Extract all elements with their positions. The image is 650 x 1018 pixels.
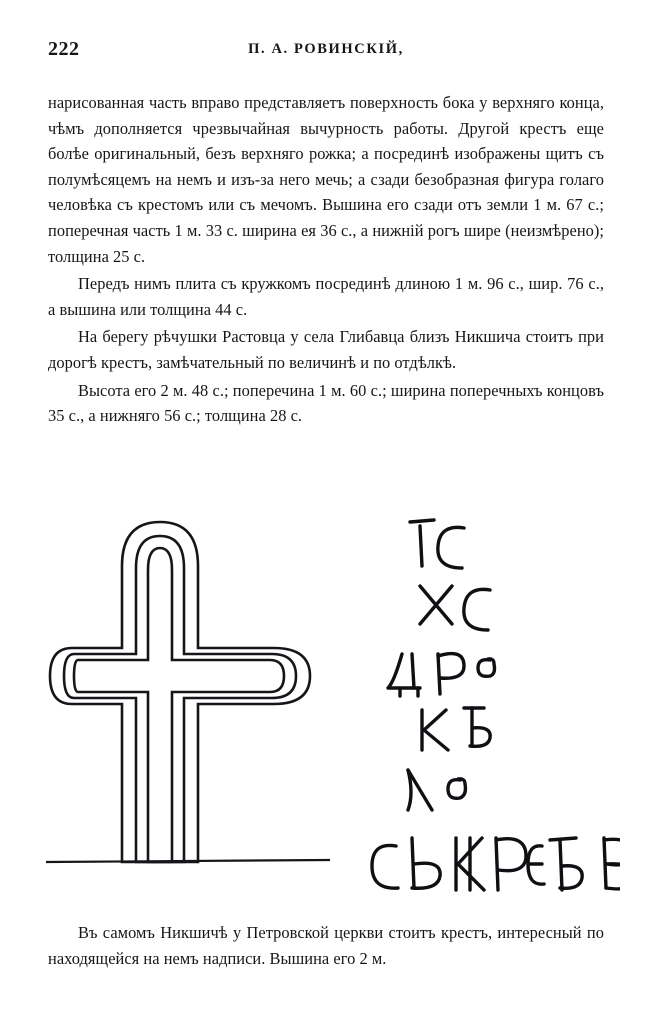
page-header	[48, 38, 604, 60]
stone-cross-drawing	[30, 488, 360, 888]
page-number: 222	[48, 38, 80, 60]
paragraph: Въ самомъ Никшичѣ у Петровской церкви стоитъ крестъ, интересный по находящейся на немъ надписи. Вышина его 2 м.	[48, 923, 604, 968]
paragraph: нарисованная часть вправо представляетъ поверхность бока у верхняго конца, чѣмъ дополняется чрезвычайная вычурность работы. Другой крестъ еще болѣе оригинальный, безъ верхняго рожка; а посрединѣ изображены щитъ съ полумѣсяцемъ на немъ и изъ-за него мечь; а сзади безобразная фигура голаго человѣка съ крестомъ или съ мечомъ. Вышина его сзади отъ земли 1 м. 67 с.; поперечная часть 1 м. 33 с. ширина ея 36 с., а нижній рогъ шире (неизмѣрено); толщина 25 с.	[48, 93, 604, 266]
figure-illustration	[30, 488, 620, 908]
paragraph: Высота его 2 м. 48 с.; поперечина 1 м. 60 с.; ширина поперечныхъ концовъ 35 с., а нижняго 56 с.; толщина 28 с.	[48, 380, 604, 426]
paragraph: Передъ нимъ плита съ кружкомъ посрединѣ длиною 1 м. 96 с., шир. 76 с., а вышина или толщина 44 с.	[48, 274, 604, 319]
inscription-drawing	[360, 498, 620, 898]
body-text-block	[48, 90, 604, 431]
paragraph: На берегу рѣчушки Растовца у села Глибавца близъ Никшича стоитъ при дорогѣ крестъ, замѣчательный по величинѣ и по отдѣлкѣ.	[48, 327, 604, 372]
footer-text-block	[48, 920, 604, 974]
running-head: П. А. РОВИНСКІЙ,	[248, 41, 404, 57]
